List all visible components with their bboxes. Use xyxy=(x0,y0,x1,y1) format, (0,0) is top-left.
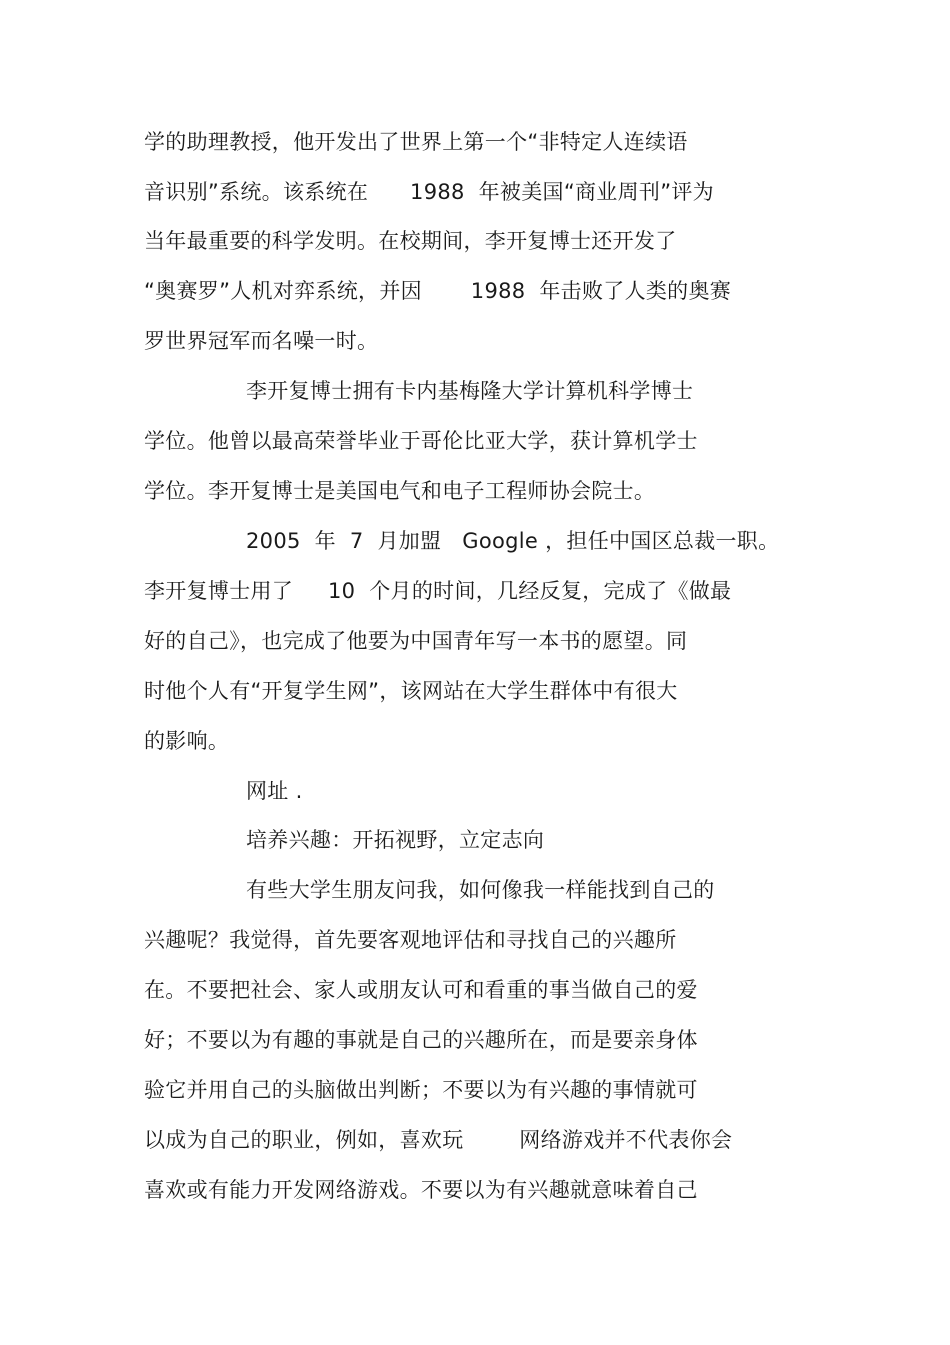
text-line: 学位。他曾以最高荣誉毕业于哥伦比亚大学，获计算机学士 xyxy=(144,429,698,453)
text-line: “奥赛罗”人机对弈系统，并因 1988 年击败了人类的奥赛 xyxy=(144,279,732,303)
text-line: 网址 . xyxy=(246,779,303,803)
text-line: 当年最重要的科学发明。在校期间，李开复博士还开发了 xyxy=(144,229,677,253)
text-line: 以成为自己的职业，例如，喜欢玩 网络游戏并不代表你会 xyxy=(144,1128,733,1152)
text-line: 李开复博士拥有卡内基梅隆大学计算机科学博士 xyxy=(246,379,694,403)
text-line: 喜欢或有能力开发网络游戏。不要以为有兴趣就意味着自己 xyxy=(144,1178,698,1202)
text-line: 好；不要以为有趣的事就是自己的兴趣所在，而是要亲身体 xyxy=(144,1028,698,1052)
text-line: 好的自己》，也完成了他要为中国青年写一本书的愿望。同 xyxy=(144,629,688,653)
section-heading: 培养兴趣：开拓视野，立定志向 xyxy=(246,828,545,852)
text-line: 2005 年 7 月加盟 Google ，担任中国区总裁一职。 xyxy=(246,529,780,553)
text-line: 验它并用自己的头脑做出判断；不要以为有兴趣的事情就可 xyxy=(144,1078,698,1102)
text-line: 时他个人有“开复学生网”，该网站在大学生群体中有很大 xyxy=(144,679,678,703)
text-line: 罗世界冠军而名噪一时。 xyxy=(144,329,379,353)
text-line: 李开复博士用了 10 个月的时间，几经反复，完成了《做最 xyxy=(144,579,732,603)
text-line: 的影响。 xyxy=(144,729,230,753)
text-line: 音识别”系统。该系统在 1988 年被美国“商业周刊”评为 xyxy=(144,180,714,204)
text-line: 有些大学生朋友问我，如何像我一样能找到自己的 xyxy=(246,878,715,902)
text-line: 在。不要把社会、家人或朋友认可和看重的事当做自己的爱 xyxy=(144,978,698,1002)
text-line: 学位。李开复博士是美国电气和电子工程师协会院士。 xyxy=(144,479,656,503)
text-line: 兴趣呢？我觉得，首先要客观地评估和寻找自己的兴趣所 xyxy=(144,928,677,952)
text-line: 学的助理教授，他开发出了世界上第一个“非特定人连续语 xyxy=(144,130,688,154)
